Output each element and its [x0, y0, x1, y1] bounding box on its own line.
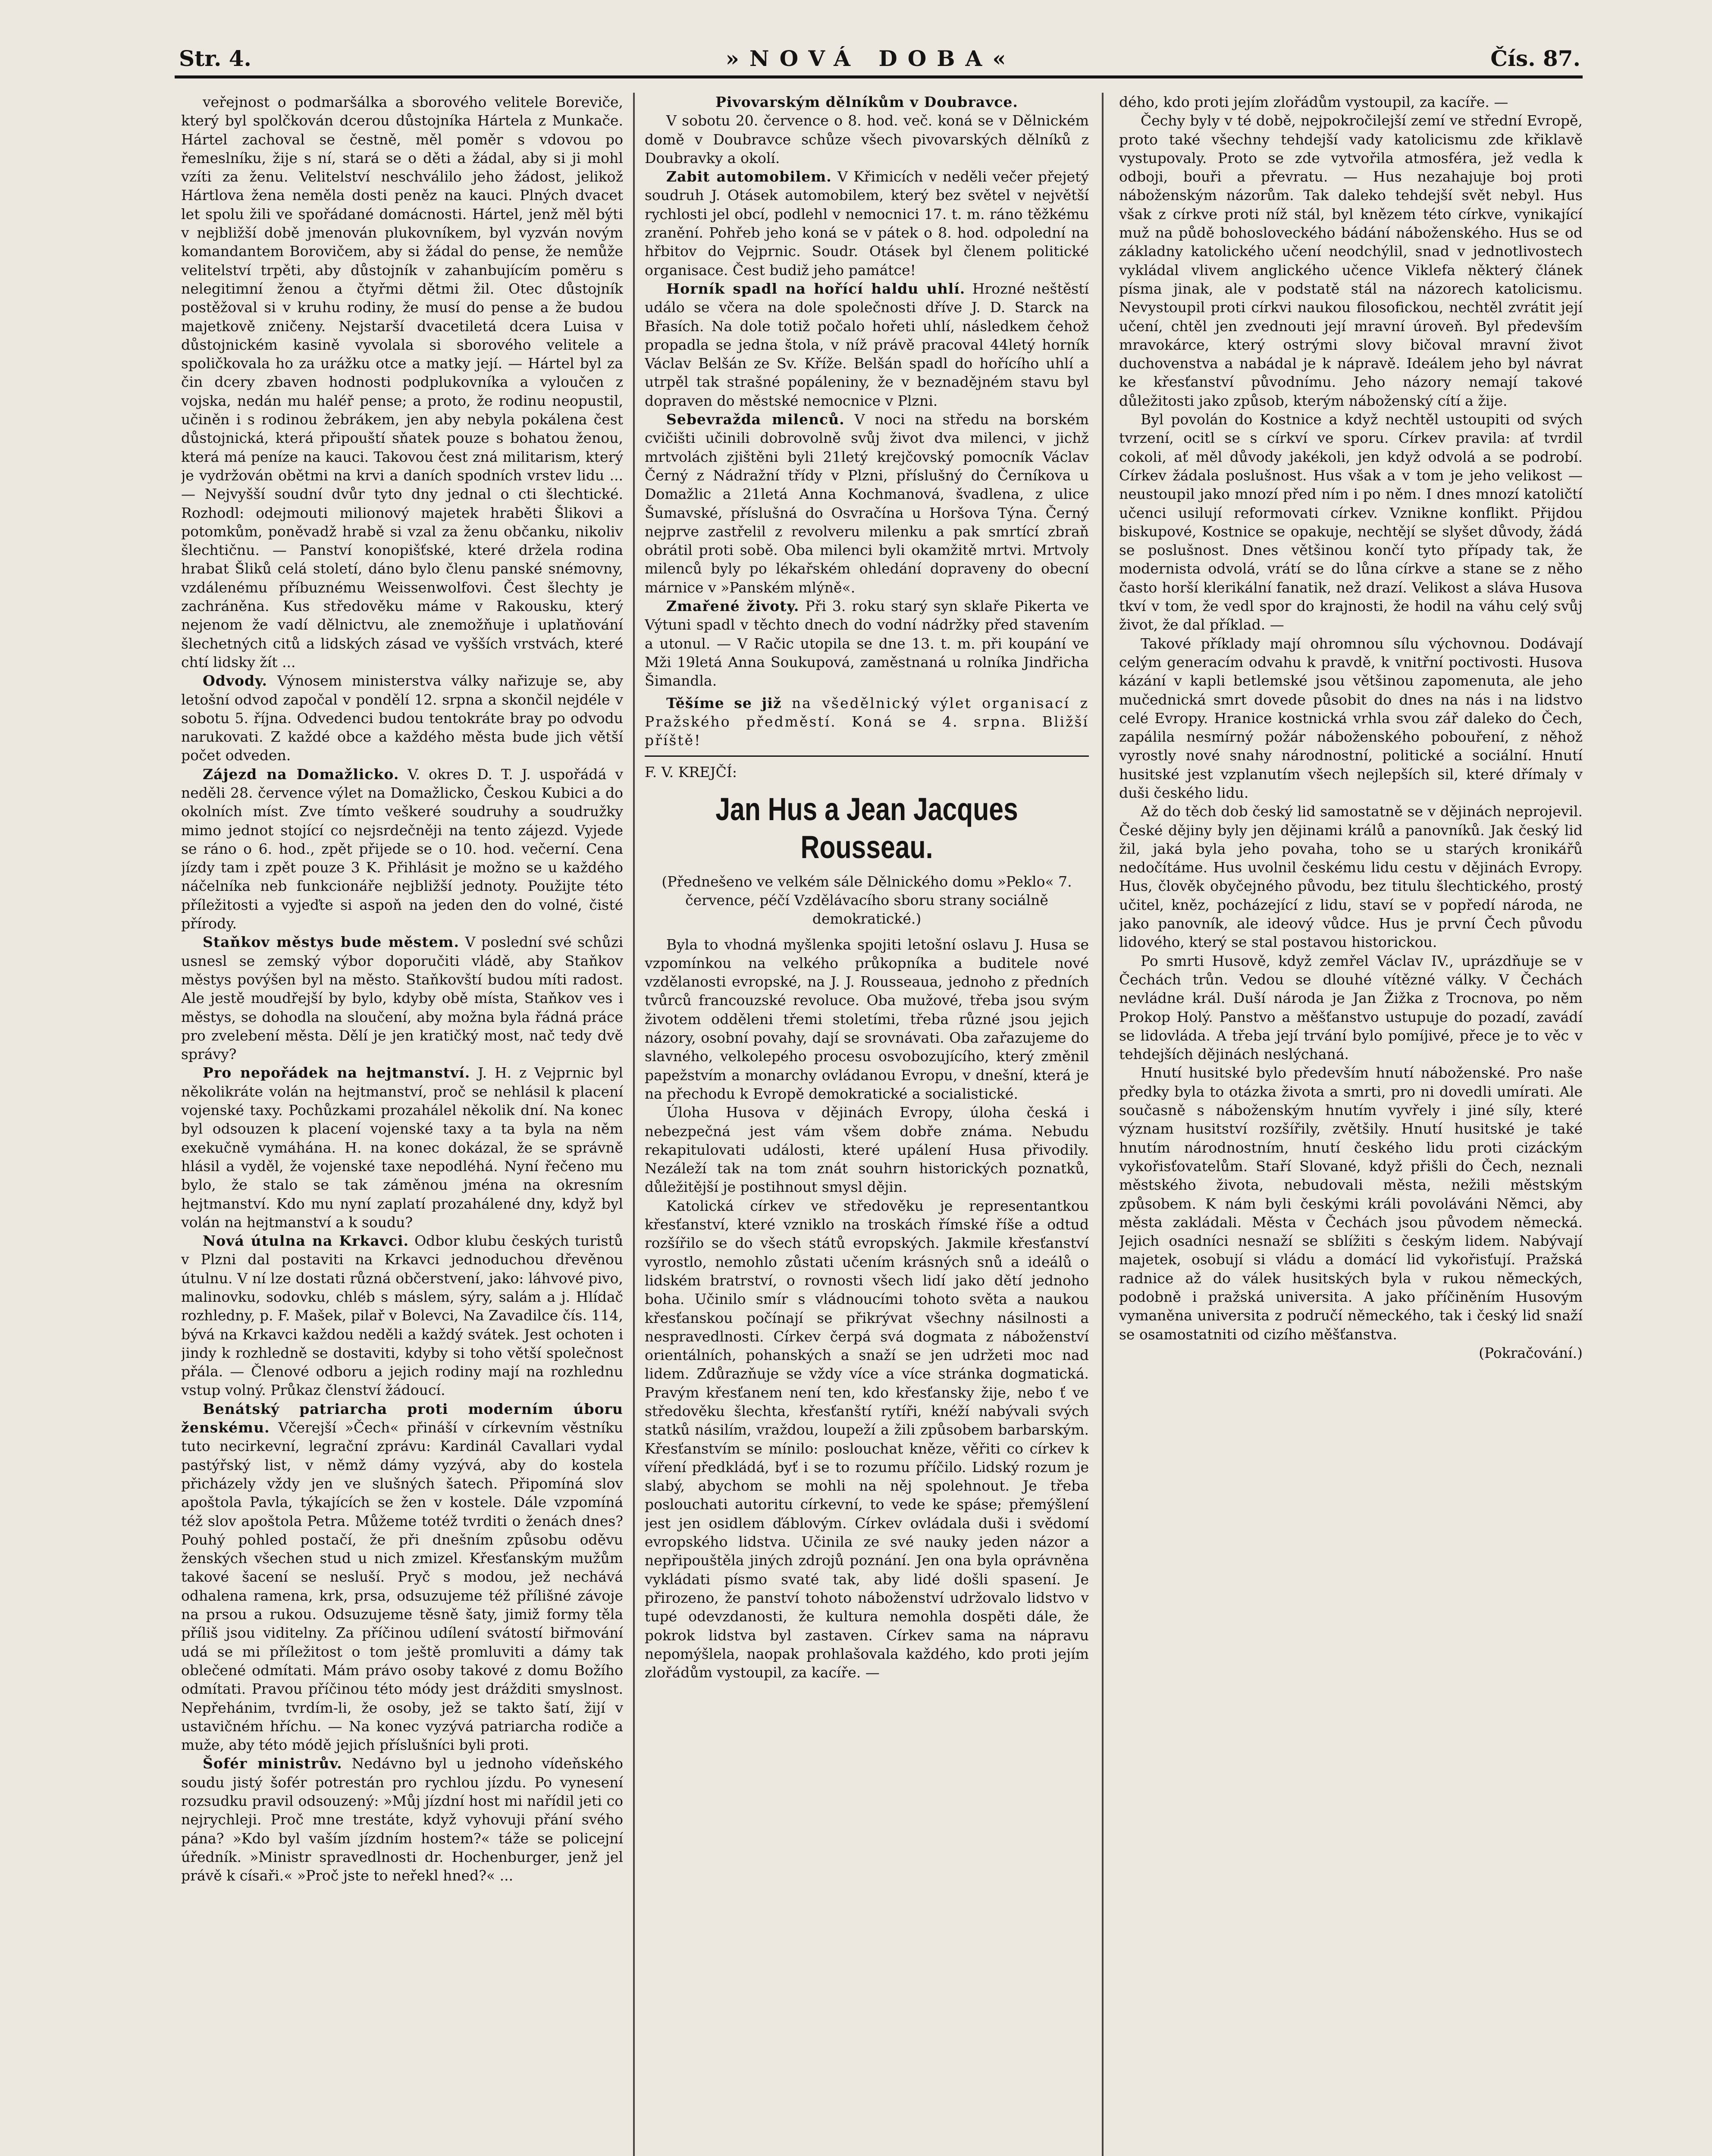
- news-text: Nedávno byl u jednoho vídeňského soudu jistý šofér potrestán pro rychlou jízdu. Po vynesení rozsudku pravil odsouzený: »Můj jízdní host mi nařídil jeti co nejrychleji. Proč mne trestáte, když vyhovuji přání svého pána? »Kdo byl vaším jízdním hostem?« táže se policejní úředník. »Ministr spravedlnosti dr. Hochenburger, jenž jel právě k císaři.« »Proč jste to neřekl hned?« ...: [181, 1755, 623, 1884]
- section-rule: [645, 755, 1089, 757]
- news-item: [181, 765, 623, 933]
- news-item: [645, 167, 1089, 279]
- newspaper-title: »NOVÁ DOBA«: [725, 45, 1016, 71]
- news-heading: Zmařené životy.: [666, 598, 800, 615]
- news-item: [181, 1754, 623, 1885]
- news-text: V noci na středu na borském cvičišti učinili dobrovolně svůj život dva milenci, v jichž mrtvolách zjištěni byli 21letý krejčovský pomocník Václav Černý z Nádražní třídy v Plzni, příslušný do Černíkova u Domažlic a 21letá Anna Kochmanová, švadlena, z ulice Šumavské, příslušná do Osvračína u Horšova Týna. Černý nejprve zastřelil z revolveru milenku a pak smrtící zbraň obrátil proti sobě. Oba milenci byli okamžitě mrtvi. Mrtvoly milenců byly po lékařském ohledání dopraveny do obecní márnice v »Panském mlýně«.: [645, 411, 1089, 596]
- article-paragraph: Po smrti Husově, když zemřel Václav IV., uprázdňuje se v Čechách trůn. Vedou se dlouhé vítězné války. V Čechách nevládne král. Duší národa je Jan Žižka z Trocnova, po něm Prokop Holý. Panstvo a měšťanstvo ustupuje do pozadí, zavádí se lidovláda. A třeba její trvání bylo pomíjivé, přece je to věc v tehdejších dějinách neslýchaná.: [1119, 952, 1583, 1063]
- news-heading: Odvody.: [203, 672, 267, 689]
- news-item: [181, 671, 623, 765]
- announcement-text: na všedělnický výlet organisací z Pražského předměstí. Koná se 4. srpna. Bližší příště!: [645, 694, 1089, 749]
- news-text: Hrozné neštěstí událo se včera na dole společnosti dříve J. D. Starck na Břasích. Na dole totiž počalo hořeti uhlí, následkem čehož propadla se jedna štola, v níž právě pracoval 44letý horník Václav Belšán ze Sv. Kříže. Belšán spadl do hořícího uhlí a utrpěl tak strašné popáleniny, že v beznadějném stavu byl dopraven do městské nemocnice v Plzni.: [645, 280, 1089, 409]
- article-paragraph: dého, kdo proti jejím zlořádům vystoupil, za kacíře. —: [1119, 94, 1508, 110]
- announcement-heading: Těšíme se již: [666, 694, 782, 711]
- news-item: [181, 1232, 623, 1400]
- news-text: V poslední své schůzi usnesl se zemský výbor doporučiti vládě, aby Staňkov městys povýšen byl na město. Staňkovští budou míti radost. Ale jestě moudřejší by bylo, kdyby obě místa, Staňkov ves i městys, se dohodla na sloučení, aby možna byla řádná práce pro zvelebení města. Dělí je jen kratičký most, nač tedy dvě správy?: [181, 934, 623, 1063]
- continuation-note: (Pokračování.): [1479, 1344, 1583, 1361]
- article-paragraph: Byl povolán do Kostnice a když nechtěl ustoupiti od svých tvrzení, ocitl se s církví ve sporu. Církev pravila: ať tvrdil cokoli, ať měl důvody jakékoli, jen když odvolá a se podrobí. Církev žádala poslušnost. Hus však a v tom je jeho velikost — neustoupil jako mnozí před ním i po něm. I dnes mnozí katoličtí učenci usilují reformovati církev. Vznikne konflikt. Přijdou biskupové, Kostnice se opakuje, nechtějí se slyšet důvody, žádá se poslušnost. Dnes většinou končí tyto případy tak, že modernista odvolá, vrátí se do lůna církve a stane se z něho často horší klerikální fanatik, než drazí. Velikost a sláva Husova tkví v tom, že vedl spor do krajnosti, že hodil na váhu celý svůj život, že dal příklad. —: [1119, 411, 1583, 633]
- article-paragraph: Čechy byly v té době, nejpokročilejší zemí ve střední Evropě, proto také všechny tehdejší vady katolicismu zde křiklavě vystupovaly. Proto se zde vytvořila atmosféra, jež vedla k odboji, bouři a převratu. — Hus nezahajuje boj proti náboženským názorům. Tak daleko tehdejší svět nebyl. Hus však z církve proti níž stál, byl knězem této církve, vynikající muž na půdě bohosloveckého bádání náboženského. Hus se od základny katolického učení neodchýlil, snad v jednotlivostech vykládal vlivem anglického učence Viklefa některý článek písma jinak, ale v podstatě stál na názorech katolicismu. Nevystoupil proti církvi naukou filosofickou, nechtěl zvrátit její učení, chtěl jen zvednouti její mravní úroveň. Byl především mravokárce, který ostrými slovy bičoval mravní život duchovenstva a nabádal je k nápravě. Ideálem jeho byl návrat ke křesťanství původnímu. Jeho názory nemají takové důležitosti jako způsob, kterým náboženský cítí a žije.: [1119, 112, 1583, 409]
- news-item: [645, 279, 1089, 410]
- column-rule: [1102, 93, 1104, 2156]
- news-item: [645, 410, 1089, 597]
- article-paragraph: Byla to vhodná myšlenka spojiti letošní oslavu J. Husa se vzpomínkou na velkého průkopníka a buditele nové vzdělanosti evropské, na J. J. Rousseaua, jednoho z předních tvůrců francouzské revoluce. Oba mužové, třeba jsou svým životem odděleni třemi stoletími, třeba různé jsou jejich názory, osobní povahy, dají se srovnávati. Oba zařazujeme do slavného, velkolepého procesu osvobozujícího, který změnil papežstvím a monarchy ovládanou Evropu, v dnešní, která je na přechodu k Evropě demokratické a socialistické.: [645, 936, 1089, 1102]
- page-number: Str. 4.: [179, 45, 251, 71]
- article-subtitle: (Přednešeno ve velkém sále Dělnického domu »Peklo« 7. července, péčí Vzdělávacího sboru strany sociálně demokratické.): [662, 873, 1072, 928]
- article-title: Jan Hus a Jean Jacques Rousseau.: [715, 791, 1018, 865]
- news-heading: Šofér ministrův.: [203, 1755, 342, 1772]
- announcement: [645, 694, 1089, 750]
- issue-number: Čís. 87.: [1490, 45, 1580, 71]
- news-text: V sobotu 20. července o 8. hod. več. koná se v Dělnickém domě v Doubravce schůze všech pivovarských dělníků z Doubravky a okolí.: [645, 112, 1089, 166]
- news-text: Při 3. roku starý syn sklaře Pikerta ve Výtuni spadl v těchto dnech do vodní nádržky před stavením a utonul. — V Račic utopila se dne 13. t. m. při koupání ve Mži 19letá Anna Soukupová, zaměstnaná u rolníka Jindřicha Šimandla.: [645, 598, 1089, 689]
- news-heading: Staňkov městys bude městem.: [203, 934, 459, 951]
- news-heading: Benátský patriarcha proti moderním úboru ženskému.: [181, 1400, 623, 1436]
- header-rule: [175, 75, 1583, 78]
- news-heading: Pivovarským dělníkům v Doubravce.: [715, 94, 1018, 110]
- column-3: [1119, 93, 1583, 2156]
- news-heading: Zájezd na Domažlicko.: [203, 765, 399, 783]
- news-item: [181, 1400, 623, 1755]
- news-heading: Nová útulna na Krkavci.: [203, 1232, 409, 1250]
- news-heading: Sebevražda milenců.: [666, 411, 845, 428]
- news-text: Včerejší »Čech« přináší v církevním věstníku tuto necirkevní, legrační zprávu: Kardinál Cavallari vydal pastýřský list, v němž dámy vyzývá, aby do kostela přicházely vždy jen ve slušných šatech. Připomíná slov apoštola Pavla, týkajících se žen v kostele. Dále vzpomíná též slov apoštola Petra. Můžeme totéž tvrditi o ženách dnes? Pouhý pohled postačí, že při dnešním způsobu oděvu ženských všechen stud u nich zmizel. Křesťanským mužům takové šacení se nesluší. Pryč s modou, jež nechává odhalena ramena, krk, prsa, odsuzujeme též přílišné závoje na prsou a rukou. Odsuzujeme těsně šaty, jimiž formy těla příliš jsou viditelny. Za příčinou udílení svátostí biřmování udá se mi příležitost o tom ještě promluviti a dámy tak oblečené odmítati. Mám právo osoby takové z domu Božího odmítati. Pravou příčinou této módy jest drážditi smyslnost. Nepřehánim, tvrdím-li, že osoby, jež se takto šatí, žijí v ustavičném hříchu. — Na konec vyzývá patriarcha rodiče a muže, aby této módě jejich příslušníci byli proti.: [181, 1419, 623, 1754]
- article-byline: F. V. KREJČÍ:: [645, 764, 737, 781]
- news-text: V. okres D. T. J. uspořádá v neděli 28. července výlet na Domažlicko, Českou Kubici a do okolních míst. Zve tímto veškeré soudruhy a soudružky mimo jednot stojící co nejsrdečněji na tento zájezd. Vyjede se ráno o 6. hod., zpět přijede se o 10. hod. večerní. Cena jízdy tam i zpět pouze 3 K. Přihlásit je možno se u každého náčelníka neb funkcionáře nejbližší jednoty. Použijte této příležitosti a vyjeďte si aspoň na jeden den do volné, čisté přírody.: [181, 765, 623, 932]
- news-text: Odbor klubu českých turistů v Plzni dal postaviti na Krkavci jednoduchou dřevěnou útulnu. V ní lze dostati různá občerstvení, jako: láhvové pivo, malinovku, sodovku, chléb s máslem, sýry, salám a j. Hlídač rozhledny, p. F. Mašek, pilař v Bolevci, Na Zavadilce čís. 114, bývá na Krkavci každou neděli a každý svátek. Jest ochoten i jindy k rozhledně se dostaviti, kdyby si toho větší společnost přála. — Členové odboru a jejich rodiny mají na rozhlednu vstup volný. Průkaz členství žádoucí.: [181, 1232, 623, 1399]
- news-item: [181, 933, 623, 1063]
- news-text: Výnosem ministerstva války nařizuje se, aby letošní odvod započal v pondělí 12. srpna a skončil nejdéle v sobotu 5. října. Odvedenci budou tentokráte bray po odvodu narukovati. Z každé obce a každého města bude jich větší počet odveden.: [181, 672, 623, 764]
- news-heading: Zabit automobilem.: [666, 168, 832, 185]
- news-item: [181, 1063, 623, 1232]
- column-2: [645, 93, 1089, 2156]
- article-paragraph: Katolická církev ve středověku je representantkou křesťanství, které vzniklo na troskách římské říše a odtud rozšířilo se do všech států evropských. Jakmile křesťanství vyrostlo, nemohlo zůstati učením krásných snů a ideálů o lidském bratrství, o rovnosti všech lidí jako dětí jednoho boha. Učinilo smír s vládnoucími tohoto světa a naukou křesťanskou počínají se přikrývat všechny násilnosti a nespravedlnosti. Církev čerpá svá dogmata z náboženství orientálních, pohanských a snaží se jen udržeti moc nad lidem. Zdůrazňuje se vždy více a více stránka dogmatická. Pravým křesťanem není ten, kdo křesťansky žije, nebo ť ve středověku šlechta, křesťanští rytíři, knéží nabývali svých statků násilím, vraždou, loupeží a žili způsobem barbarským. Křesťanstvím se mínilo: poslouchat kněze, věřiti co církev k víření předkládá, byť i se to rozumu příčilo. Lidský rozum je slabý, abychom se mohli na něj spolehnout. Je třeba poslouchati autoritu církevní, to vede ke spáse; přemýšlení jest jen osidlem ďáblovým. Církev ovládala duši i svědomí evropského lidstva. Učinila ze své nauky jeden názor a nepřipouštěla jiných zdrojů poznání. Jen ona byla oprávněna vykládati písmo svaté tak, aby lidé došli spasení. Je přirozeno, že panství tohoto náboženství udržovalo lidstvo v tupé odevzdanosti, že kultura nemohla dospěti dále, že pokrok lidstva byl zastaven. Církev sama na nápravu nepomýšlela, naopak prohlašovala každého, kdo proti jejím zlořádům vystoupil, za kacíře. —: [645, 1197, 1089, 1681]
- news-heading: Pro nepořádek na hejtmanství.: [203, 1064, 470, 1081]
- column-rule: [633, 93, 635, 2156]
- article-paragraph: Až do těch dob český lid samostatně se v dějinách neprojevil. České dějiny byly jen dějinami králů a panovníků. Jak český lid žil, jaká byla jeho povaha, toho se u starých kronikářů nedočítáme. Hus uvolnil českému lidu cestu v dějinách Evropy. Hus, člověk obyčejného původu, bez titulu šlechtického, prostý učitel, kněz, pocházející z lidu, staví se v popředí národa, ne jako panovník, ale ideový vůdce. Hus je první Čech původu lidového, který se stal postavou historickou.: [1119, 803, 1583, 951]
- news-text: V Křimicích v neděli večer přejetý soudruh J. Otásek automobilem, který bez světel v největší rychlosti jel obcí, podlehl v nemocnici 17. t. m. ráno těžkému zranění. Pohřeb jeho koná se v pátek o 8. hod. odpolední na hřbitov do Vejprnic. Soudr. Otásek byl členem politické organisace. Čest budiž jeho památce!: [645, 168, 1089, 279]
- news-heading: Horník spadl na hořící haldu uhlí.: [666, 280, 966, 297]
- article-continued: veřejnost o podmaršálka a sborového velitele Boreviče, který byl spolčkován dcerou důstojníka Hártela z Munkače. Hártel zachoval se čestně, měl poměr s vdovou po řemeslníku, žije s ní, stará se o děti a žádal, aby si ji mohl vzíti za ženu. Velitelství neschválilo jeho žádost, jelikož Hártlova žena neměla dosti peněz na kauci. Plných dvacet let spolu žili ve spořádané domácnosti. Hártel, jenž měl býti v nejbližší době jmenován plukovníkem, byl vyzván novým komandantem Borovičem, aby si žádal do pense, že nemůže velitelství trpěti, aby důstojník v zahanbujícím poměru s nelegitimní ženou a čtyřmi dětmi žil. Otec důstojník postěžoval si v kruhu rodiny, že musí do pense a že budou majetkově zničeny. Nejstarší dvacetiletá dcera Luisa v důstojnickém kasině vyvolala si sborového velitele a spoličkovala ho za urážku otce a matky její. — Hártel byl za čin dcery zbaven hodnosti podplukovníka a vyloučen z vojska, nedán mu haléř pense; a proto, že rodinu neopustil, učiněn i s rodinou žebrákem, jen aby nebyla pokálena čest důstojnická, která připouští sňatek pouze s bohatou ženou, která má peníze na kauci. Takovou čest zná militarism, který je vydržován obětmi na krvi a daních spodních vrstev lidu ... — Nejvyšší soudní dvůr tyto dny jednal o cti šlechtické. Rozhodl: odejmouti milionový majetek hraběti Šlikovi a potomkům, poněvadž hrabě si vzal za ženu občanku, nikoliv šlechtičnu. — Panství konopišťské, které držela rodina hrabat Šliků celá století, dáno bylo členu panské snémovny, vzdálenému příbuznému Weissenwolfovi. Čest šlechty je zachráněna. Kus středověku máme v Rakousku, který nejenom že vadí dělnictvu, ale znemožňuje i uplatňování šlechetných citů a lidských zásad ve vyšších vrstvách, které chtí lidsky žít ...: [181, 94, 623, 671]
- news-text: J. H. z Vejprnic byl několikráte volán na hejtmanství, proč se nehlásil k placení vojenské taxy. Pochůzkami prozahálel několik dní. Na konec byl odsouzen k placení vojenské taxy a ta byla na něm exekučně vymáhána. H. na konec dokázal, že se správně hlásil a vyděl, že vojenské taxe nepodléhá. Nyní řečeno mu bylo, že stalo se tak záměnou jména na okresním hejtmanství. Kdo mu nyní zaplatí prozahálené dny, když byl volán na hejtmanství a k soudu?: [181, 1064, 623, 1231]
- column-1: [181, 93, 623, 2156]
- article-paragraph: Takové příklady mají ohromnou sílu výchovnou. Dodávají celým generacím odvahu k pravdě, k vnitřní poctivosti. Husova kázání v kapli betlemské jsou většinou zapomenuta, ale jeho mučednická smrt dovede působit do dnes na nás i na lidstvo celé Evropy. Hranice kostnická vrhla svou zář daleko do Čech, zapálila nesmírný požár náboženského pobouření, z něhož vyrostly nové snahy národnostní, politické a sociální. Hnutí husitské jest vzplanutím všech nejlepších sil, které dřímaly v duši českého lidu.: [1119, 635, 1583, 801]
- article-paragraph: Úloha Husova v dějinách Evropy, úloha česká i nebezpečná jest vám všem dobře známa. Nebudu rekapitulovati události, které upálení Husa přivodily. Nezáleží tak na tom znát souhrn historických poznatků, důležitější je postihnout smysl dějin.: [645, 1104, 1089, 1196]
- news-item: [645, 597, 1089, 690]
- page-header: [179, 41, 1580, 75]
- article-paragraph: Hnutí husitské bylo především hnutí náboženské. Pro naše předky byla to otázka života a smrti, pro ni dovedli umírati. Ale současně s náboženským hnutím vyvřely i jiné síly, které význam husitství rozšířily, zvětšily. Hnutí husitské je také hnutím národnostním, hnutí českého lidu proti cizáckým vykořisťovatelům. Staří Slované, když přišli do Čech, neznali městského života, nebudovali města, nežili městským způsobem. K nám byli českými králi povoláváni Němci, aby města zakládali. Města v Čechách jsou původem německá. Jejich osadníci nesnaží se sblížiti s českým lidem. Nabývají majetek, osobují si vládu a domácí lid vykořisťují. Pražská radnice až do válek husitských byla v rukou německých, podobně i pražská universita. A jako příčiněním Husovým vymaněna universita z područí německého, tak i český lid snaží se osamostatniti od cizího měšťanstva.: [1119, 1064, 1583, 1343]
